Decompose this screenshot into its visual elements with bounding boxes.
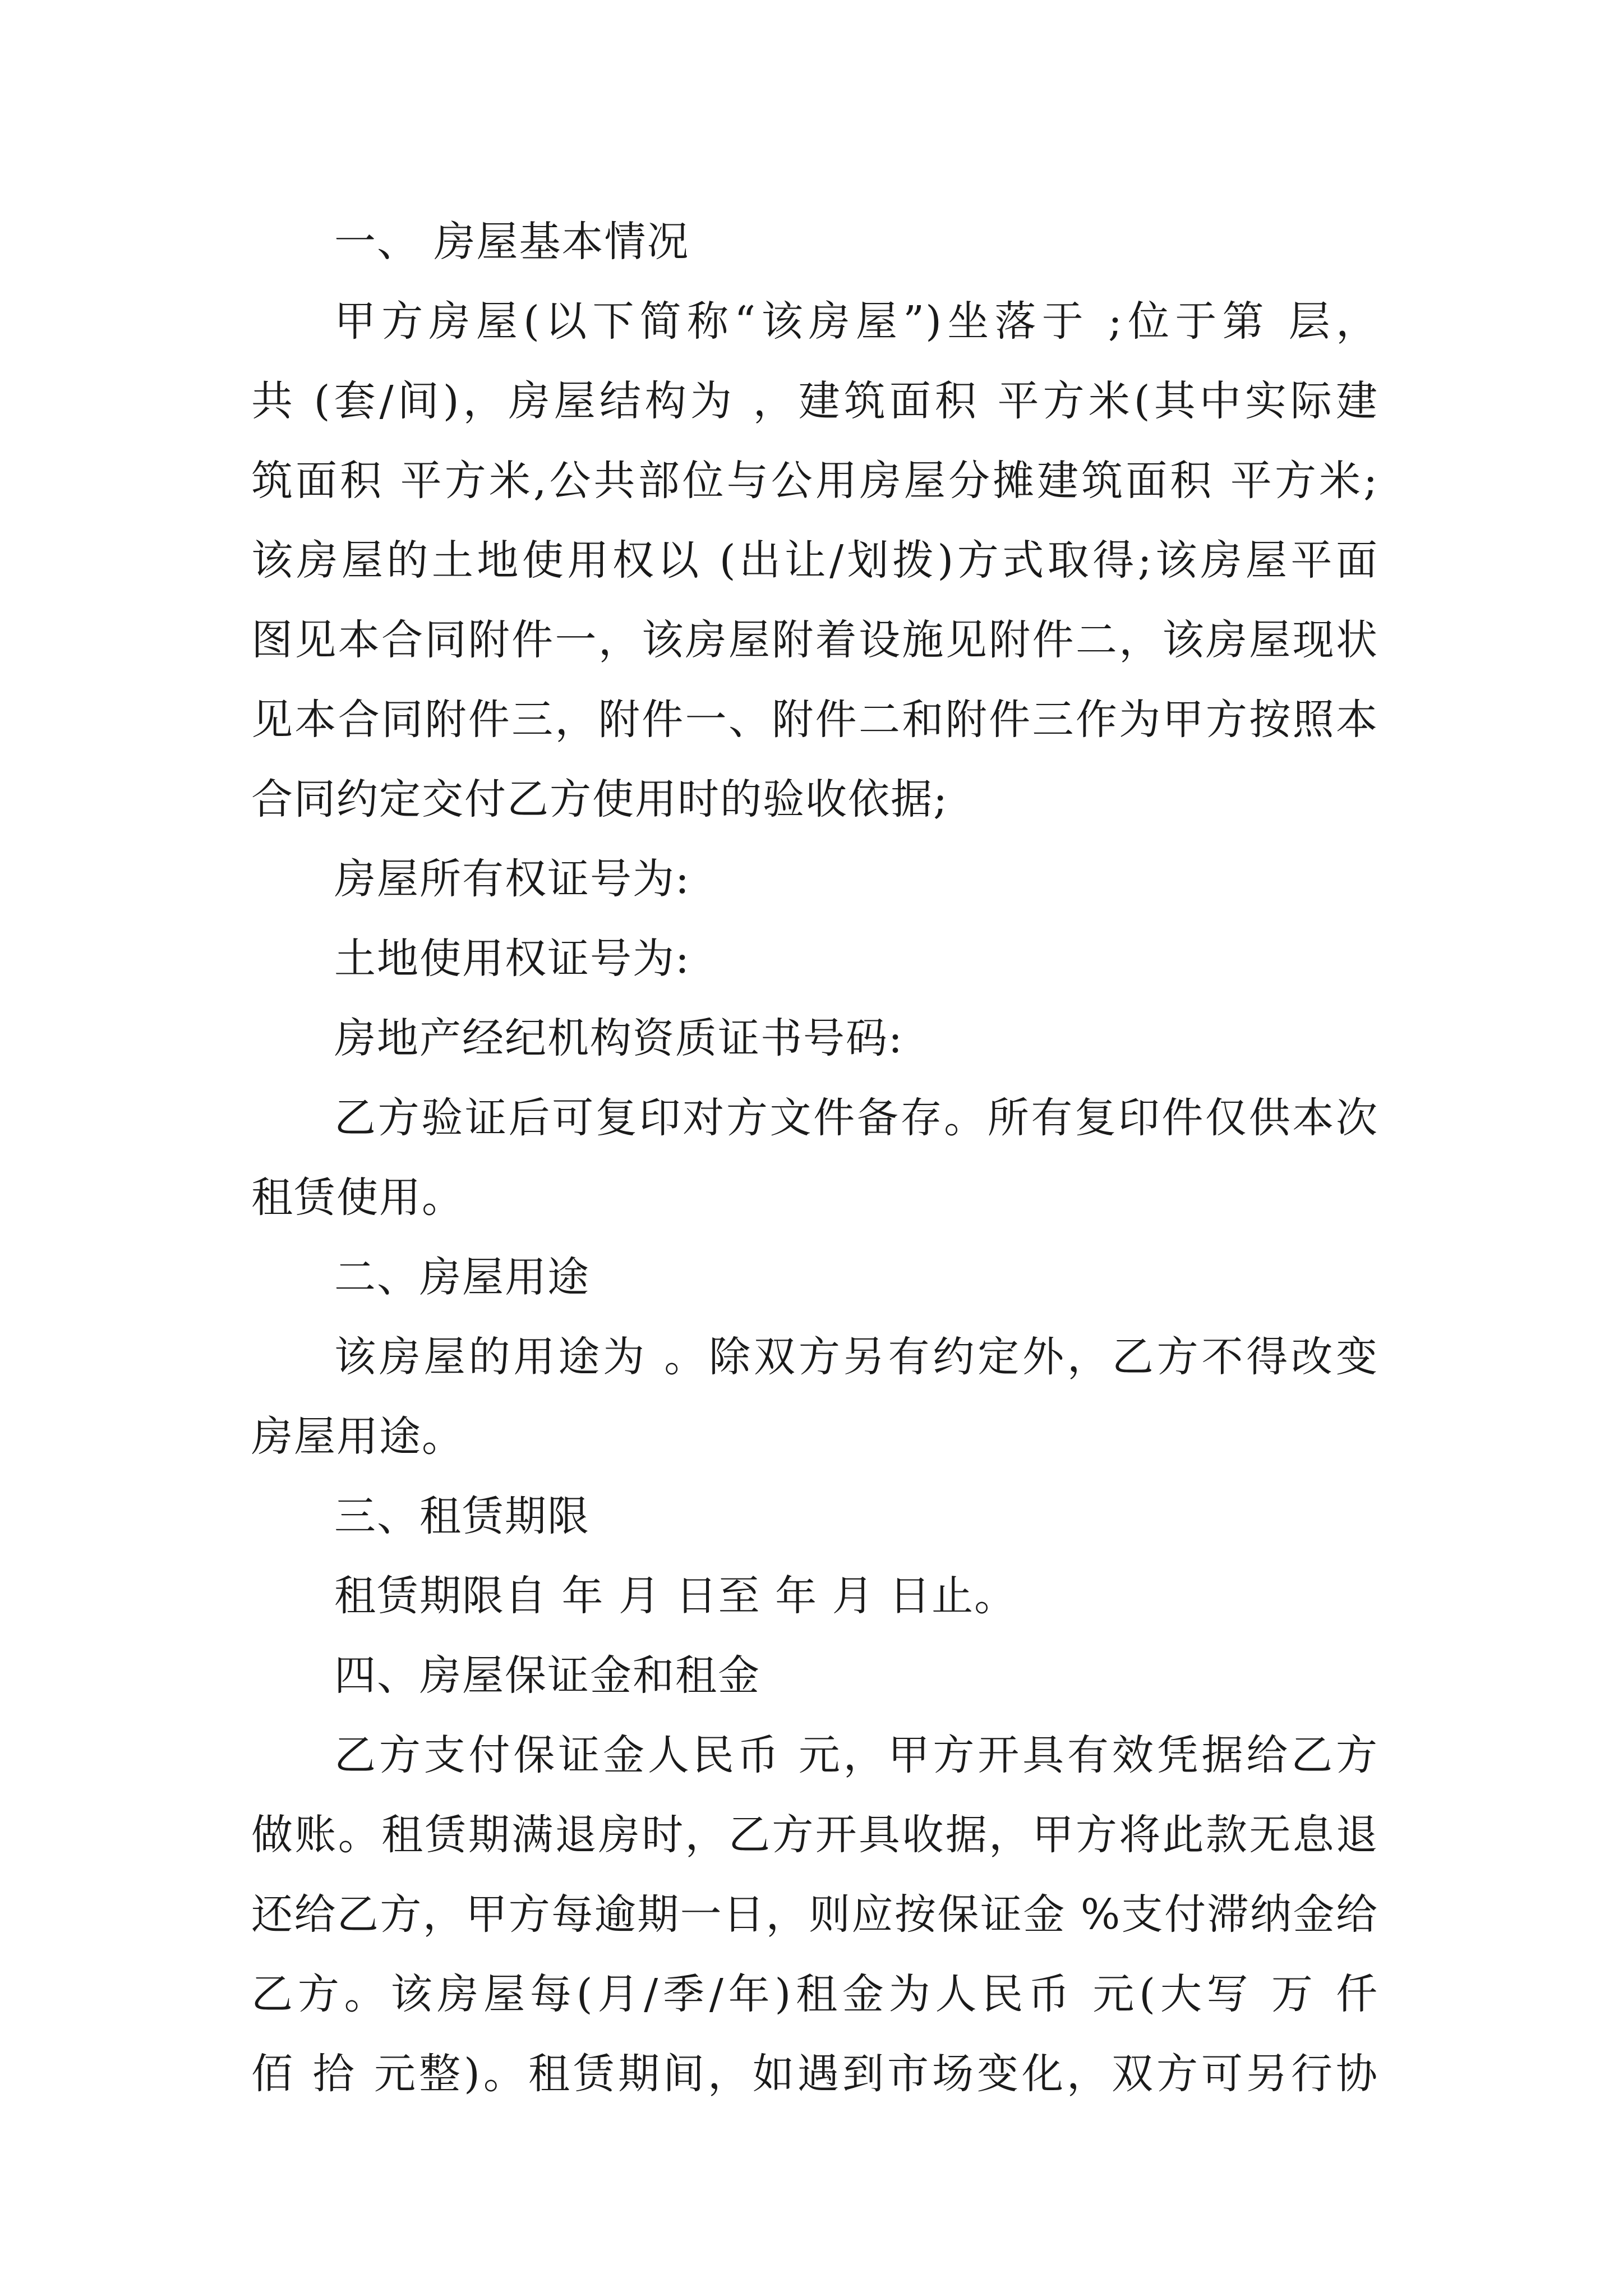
- text-line: 见本合同附件三，附件一、附件二和附件三作为甲方按照本: [251, 696, 1378, 744]
- text-line: 租赁使用。: [251, 1174, 464, 1222]
- text-line: 还给乙方，甲方每逾期一日，则应按保证金 %支付滞纳金给: [251, 1890, 1378, 1939]
- text-line: 佰 拾 元整)。租赁期间，如遇到市场变化，双方可另行协: [251, 2050, 1378, 2098]
- text-line: 四、房屋保证金和租金: [334, 1651, 760, 1700]
- text-line: 甲方房屋(以下简称“该房屋”)坐落于 ;位于第 层，: [334, 297, 1378, 346]
- text-line: 筑面积 平方米,公共部位与公用房屋分摊建筑面积 平方米;: [251, 457, 1378, 505]
- text-line: 共 (套/间)，房屋结构为 ，建筑面积 平方米(其中实际建: [251, 377, 1378, 425]
- text-line: 房地产经纪机构资质证书号码:: [334, 1014, 903, 1062]
- text-line: 合同约定交付乙方使用时的验收依据;: [251, 775, 948, 823]
- text-line: 乙方。该房屋每(月/季/年)租金为人民币 元(大写 万 仟: [251, 1970, 1378, 2018]
- text-line: 土地使用权证号为:: [334, 935, 690, 983]
- text-line: 二、房屋用途: [334, 1253, 590, 1301]
- text-line: 三、租赁期限: [334, 1492, 590, 1540]
- text-line: 一、 房屋基本情况: [334, 218, 690, 266]
- text-line: 房屋所有权证号为:: [334, 855, 690, 903]
- text-line: 图见本合同附件一，该房屋附着设施见附件二，该房屋现状: [251, 616, 1378, 664]
- text-line: 该房屋的土地使用权以 (出让/划拨)方式取得;该房屋平面: [251, 536, 1378, 585]
- text-line: 乙方支付保证金人民币 元，甲方开具有效凭据给乙方: [334, 1731, 1378, 1779]
- document-body: [251, 202, 1378, 2114]
- text-line: 房屋用途。: [251, 1412, 464, 1461]
- text-line: 乙方验证后可复印对方文件备存。所有复印件仅供本次: [334, 1094, 1378, 1142]
- text-line: 该房屋的用途为 。除双方另有约定外，乙方不得改变: [334, 1333, 1378, 1381]
- text-line: 做账。租赁期满退房时，乙方开具收据，甲方将此款无息退: [251, 1811, 1378, 1859]
- text-line: 租赁期限自 年 月 日至 年 月 日止。: [334, 1572, 1017, 1620]
